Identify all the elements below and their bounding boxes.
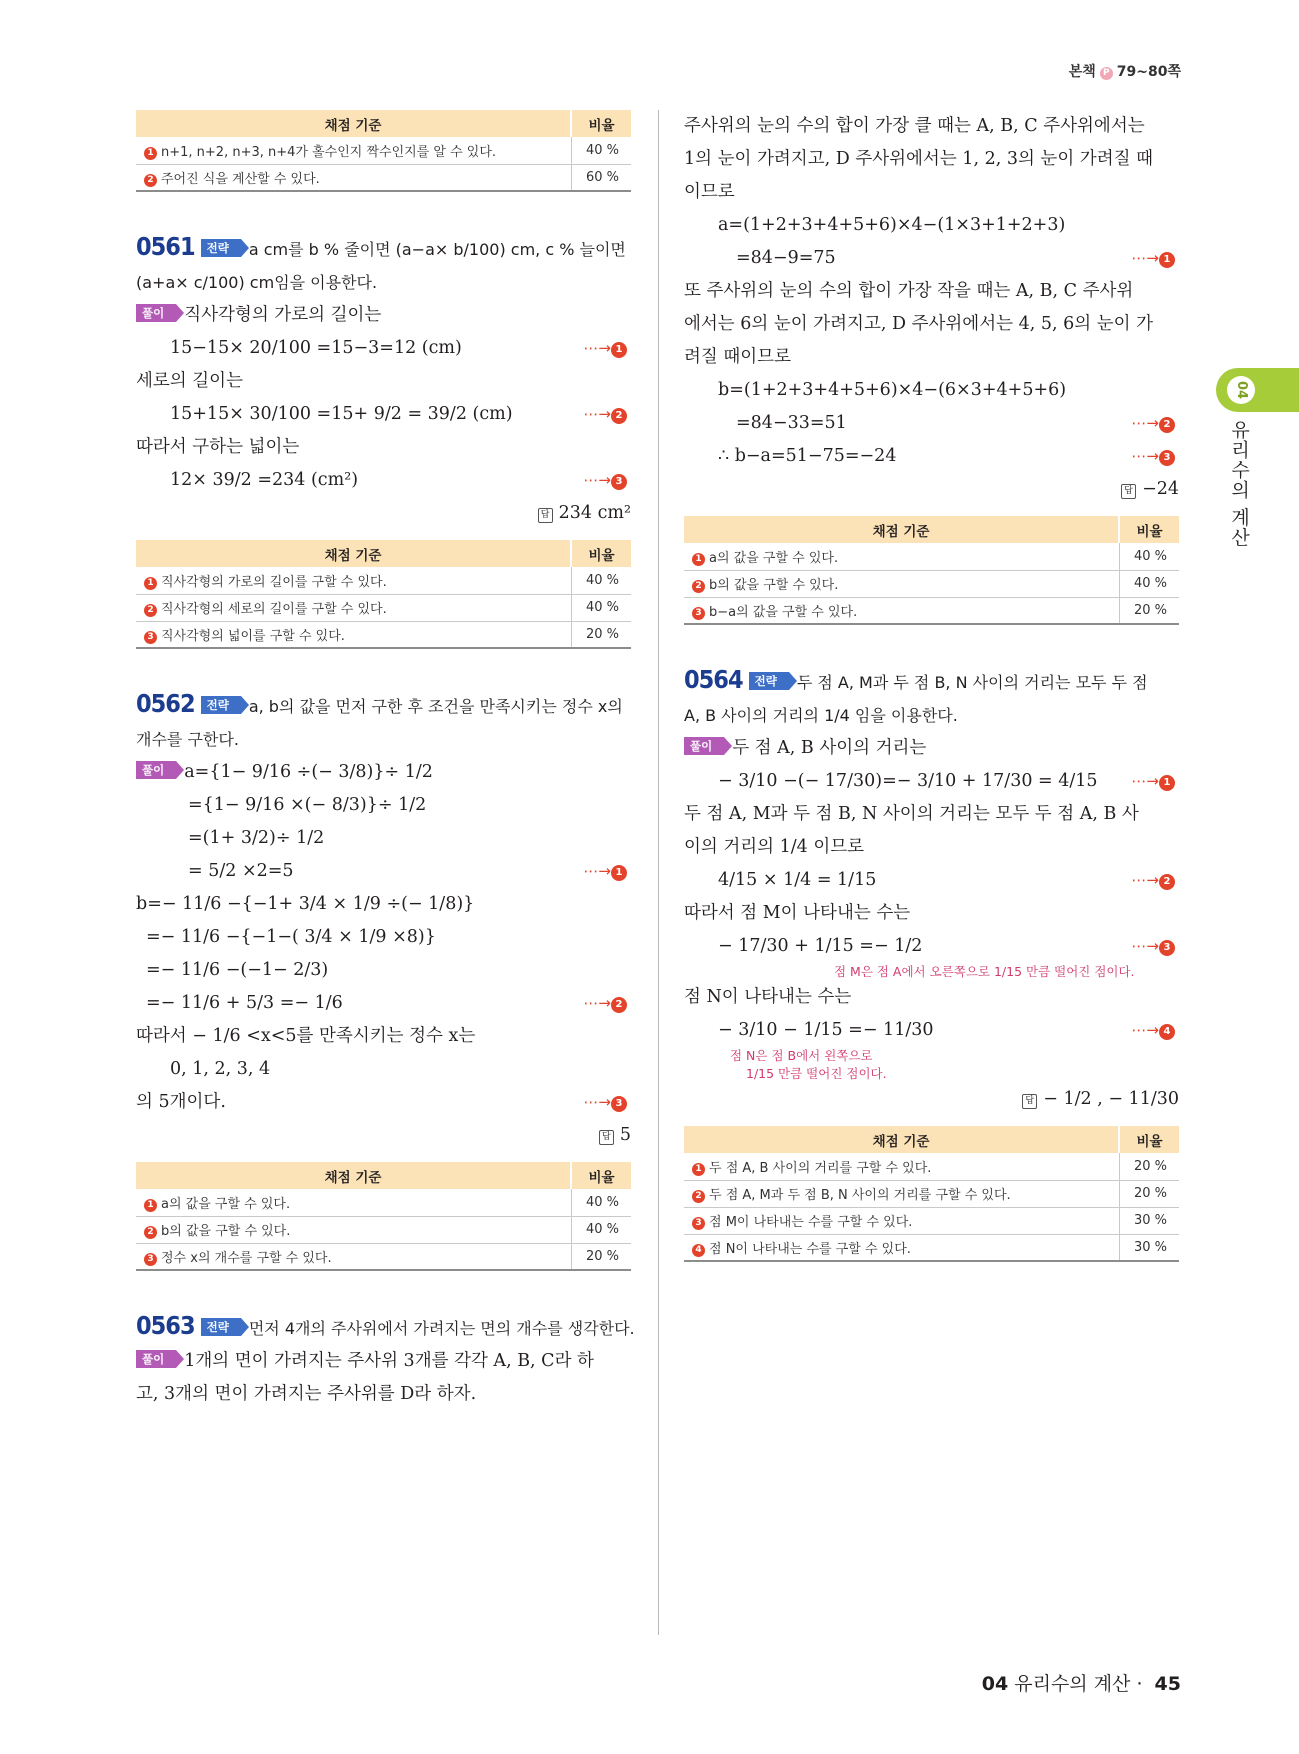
problem-0562	[136, 687, 631, 1152]
rate-header: 비율	[1119, 516, 1179, 543]
problem-number: 0562	[136, 689, 195, 718]
equation: =− 11/6 −(−1− 2/3)	[146, 960, 329, 980]
rate-cell: 30 %	[1119, 1234, 1179, 1261]
solution-badge: 풀이	[136, 304, 176, 322]
equation: a=(1+2+3+4+5+6)×4−(1×3+1+2+3)	[718, 215, 1066, 235]
strategy-text: a cm를 b % 줄이면 (a−a× b/100) cm, c % 늘이면	[248, 240, 626, 259]
equation: 0, 1, 2, 3, 4	[170, 1059, 271, 1079]
page-footer	[982, 1669, 1181, 1696]
step-marker: ⋯→ 2	[1131, 407, 1179, 440]
criteria-number-icon: 2	[692, 580, 705, 593]
table-row	[684, 1234, 1179, 1261]
rate-cell: 20 %	[571, 621, 631, 648]
criteria-text: 직사각형의 가로의 길이를 구할 수 있다.	[161, 574, 387, 590]
page-header	[1069, 61, 1181, 81]
problem-number: 0561	[136, 232, 195, 261]
table-row	[136, 1243, 631, 1270]
criteria-number-icon: 3	[144, 631, 157, 644]
step-number-icon: 2	[1159, 417, 1175, 433]
answer-line	[684, 1083, 1179, 1116]
solution-text: 따라서 구하는 넓이는	[136, 437, 300, 457]
criteria-header: 채점 기준	[136, 110, 571, 137]
table-row	[136, 164, 631, 191]
strategy-badge: 전략	[749, 672, 789, 690]
footer-chapter-title: 유리수의 계산	[1014, 1673, 1131, 1695]
problem-0563	[136, 1309, 635, 1411]
solution-badge: 풀이	[136, 761, 176, 779]
grading-table-0563	[684, 516, 1179, 625]
equation: − 17/30 + 1/15 =− 1/2	[718, 936, 923, 956]
strategy-text: 먼저 4개의 주사위에서 가려지는 면의 개수를 생각한다.	[248, 1319, 635, 1338]
step-number-icon: 2	[611, 997, 627, 1013]
table-row	[136, 137, 631, 164]
strategy-badge: 전략	[201, 239, 241, 257]
criteria-header: 채점 기준	[684, 516, 1119, 543]
chapter-number-badge: 04	[1227, 376, 1255, 404]
criteria-number-icon: 2	[144, 174, 157, 187]
rate-cell: 40 %	[571, 137, 631, 164]
step-number-icon: 3	[1159, 450, 1175, 466]
solution-text: 따라서 점 M이 나타내는 수는	[684, 903, 911, 923]
chapter-side-tab[interactable]	[1216, 368, 1299, 412]
strategy-text: (a+a× c/100) cm임을 이용한다.	[136, 273, 378, 292]
answer-icon: 답	[1121, 484, 1136, 499]
step-marker: ⋯→ 3	[583, 464, 631, 497]
criteria-text: b−a의 값을 구할 수 있다.	[709, 604, 858, 620]
equation: 4/15 × 1/4 = 1/15	[718, 870, 877, 890]
header-pages: 79~80쪽	[1116, 64, 1181, 80]
equation: =84−9=75	[736, 248, 836, 268]
equation: =(1+ 3/2)÷ 1/2	[188, 828, 325, 848]
step-marker: ⋯→ 1	[1131, 242, 1179, 275]
table-row	[136, 1189, 631, 1216]
solution-text: 두 점 A, B 사이의 거리는	[732, 738, 927, 758]
footer-chapter-number: 04	[981, 1673, 1009, 1695]
rate-header: 비율	[571, 1162, 631, 1189]
strategy-text: 개수를 구한다.	[136, 730, 239, 749]
criteria-number-icon: 3	[692, 607, 705, 620]
step-number-icon: 1	[1159, 252, 1175, 268]
criteria-header: 채점 기준	[684, 1126, 1119, 1153]
answer-line	[684, 473, 1179, 506]
criteria-text: b의 값을 구할 수 있다.	[161, 1224, 291, 1239]
solution-text: 1개의 면이 가려지는 주사위 3개를 각각 A, B, C라 하	[184, 1351, 594, 1371]
solution-text: 주사위의 눈의 수의 합이 가장 클 때는 A, B, C 주사위에서는	[684, 116, 1145, 136]
problem-0561	[136, 230, 631, 530]
rate-header: 비율	[571, 540, 631, 567]
solution-text: 의 5개이다.	[136, 1092, 226, 1112]
equation: ∴ b−a=51−75=−24	[718, 446, 897, 466]
solution-text: 세로의 길이는	[136, 371, 243, 391]
criteria-text: a의 값을 구할 수 있다.	[709, 550, 839, 566]
grading-table-0561	[136, 540, 631, 649]
annotation-note: 1/15 만큼 떨어진 점이다.	[746, 1066, 887, 1081]
criteria-number-icon: 4	[692, 1244, 705, 1257]
answer-value: 5	[619, 1125, 631, 1145]
rate-header: 비율	[1119, 1126, 1179, 1153]
solution-badge: 풀이	[136, 1350, 176, 1368]
answer-icon: 답	[599, 1130, 614, 1145]
step-marker: ⋯→ 4	[1131, 1014, 1179, 1047]
criteria-text: a의 값을 구할 수 있다.	[161, 1196, 291, 1212]
equation: ={1− 9/16 ×(− 8/3)}÷ 1/2	[188, 795, 427, 815]
step-marker: ⋯→ 2	[583, 398, 631, 431]
answer-line	[136, 1119, 631, 1152]
problem-number: 0563	[136, 1311, 195, 1340]
criteria-text: 두 점 A, M과 두 점 B, N 사이의 거리를 구할 수 있다.	[709, 1188, 1011, 1203]
step-marker: ⋯→ 3	[583, 1086, 631, 1119]
criteria-text: 점 N이 나타내는 수를 구할 수 있다.	[709, 1241, 911, 1257]
grading-table-0560	[136, 110, 631, 192]
problem-number: 0564	[684, 665, 743, 694]
step-number-icon: 3	[611, 474, 627, 490]
answer-icon: 답	[1022, 1094, 1037, 1109]
equation: =− 11/6 −{−1−( 3/4 × 1/9 ×8)}	[146, 927, 436, 947]
table-row	[684, 1153, 1179, 1180]
equation: b=(1+2+3+4+5+6)×4−(6×3+4+5+6)	[718, 380, 1067, 400]
step-marker: ⋯→ 3	[1131, 930, 1179, 963]
strategy-badge: 전략	[201, 696, 241, 714]
equation: − 3/10 −(− 17/30)=− 3/10 + 17/30 = 4/15	[718, 771, 1098, 791]
equation: b=− 11/6 −{−1+ 3/4 × 1/9 ÷(− 1/8)}	[136, 894, 475, 914]
chapter-side-title: 유리수의 계산	[1228, 420, 1250, 548]
equation: =− 11/6 + 5/3 =− 1/6	[146, 993, 343, 1013]
step-number-icon: 3	[1159, 940, 1175, 956]
math-line	[136, 398, 631, 431]
problem-0564	[684, 663, 1179, 1116]
rate-header: 비율	[571, 110, 631, 137]
step-marker: ⋯→ 1	[1131, 765, 1179, 798]
criteria-number-icon: 1	[692, 553, 705, 566]
math-line	[136, 332, 631, 365]
answer-line	[136, 497, 631, 530]
rate-cell: 40 %	[1119, 570, 1179, 597]
math-line	[136, 464, 631, 497]
equation: 15+15× 30/100 =15+ 9/2 = 39/2 (cm)	[170, 404, 513, 424]
criteria-header: 채점 기준	[136, 540, 571, 567]
strategy-badge: 전략	[201, 1318, 241, 1336]
answer-icon: 답	[538, 508, 553, 523]
step-number-icon: 1	[1159, 775, 1175, 791]
strategy-line	[136, 230, 631, 266]
criteria-number-icon: 1	[144, 577, 157, 590]
criteria-number-icon: 3	[144, 1253, 157, 1266]
rate-cell: 40 %	[1119, 543, 1179, 570]
rate-cell: 30 %	[1119, 1207, 1179, 1234]
rate-cell: 40 %	[571, 594, 631, 621]
table-row	[684, 1180, 1179, 1207]
solution-text: 점 N이 나타내는 수는	[684, 987, 852, 1007]
criteria-number-icon: 2	[144, 1226, 157, 1239]
criteria-header: 채점 기준	[136, 1162, 571, 1189]
page-number: 45	[1154, 1673, 1181, 1695]
rate-cell: 20 %	[1119, 1153, 1179, 1180]
table-row	[684, 597, 1179, 624]
annotation-note: 점 M은 점 A에서 오른쪽으로 1/15 만큼 떨어진 점이다.	[834, 964, 1135, 979]
solution-badge: 풀이	[684, 737, 724, 755]
table-row	[684, 543, 1179, 570]
solution-text: 고, 3개의 면이 가려지는 주사위를 D라 하자.	[136, 1384, 477, 1404]
problem-0563-continued	[684, 110, 1179, 506]
criteria-text: 주어진 식을 계산할 수 있다.	[161, 171, 320, 187]
equation: a={1− 9/16 ÷(− 3/8)}÷ 1/2	[184, 762, 433, 782]
table-row	[136, 621, 631, 648]
step-marker: ⋯→ 2	[583, 987, 631, 1020]
answer-value: 234 cm²	[558, 503, 631, 523]
strategy-text: a, b의 값을 먼저 구한 후 조건을 만족시키는 정수 x의	[248, 697, 623, 716]
book-marker-icon: P	[1100, 67, 1113, 80]
equation: 15−15× 20/100 =15−3=12 (cm)	[170, 338, 462, 358]
grading-table-0562	[136, 1162, 631, 1271]
rate-cell: 20 %	[1119, 1180, 1179, 1207]
solution-text: 이므로	[684, 182, 735, 202]
solution-text: 려질 때이므로	[684, 347, 791, 367]
step-marker: ⋯→ 1	[583, 332, 631, 365]
criteria-number-icon: 2	[144, 604, 157, 617]
equation: = 5/2 ×2=5	[188, 861, 294, 881]
step-number-icon: 1	[611, 342, 627, 358]
criteria-number-icon: 1	[692, 1163, 705, 1176]
rate-cell: 20 %	[571, 1243, 631, 1270]
criteria-number-icon: 1	[144, 147, 157, 160]
criteria-text: 직사각형의 넓이를 구할 수 있다.	[161, 628, 345, 644]
equation: − 3/10 − 1/15 =− 11/30	[718, 1020, 934, 1040]
table-row	[684, 1207, 1179, 1234]
solution-text: 이의 거리의 1/4 이므로	[684, 837, 865, 857]
solution-text: 따라서 − 1/6 <x<5를 만족시키는 정수 x는	[136, 1026, 476, 1046]
rate-cell: 20 %	[1119, 597, 1179, 624]
right-column	[684, 110, 1179, 1262]
table-row	[136, 594, 631, 621]
annotation-note: 점 N은 점 B에서 왼쪽으로	[730, 1048, 873, 1063]
criteria-number-icon: 2	[692, 1190, 705, 1203]
table-row	[684, 570, 1179, 597]
criteria-text: 점 M이 나타내는 수를 구할 수 있다.	[709, 1215, 913, 1230]
step-marker: ⋯→ 2	[1131, 864, 1179, 897]
solution-text: 또 주사위의 눈의 수의 합이 가장 작을 때는 A, B, C 주사위	[684, 281, 1134, 301]
step-number-icon: 3	[611, 1096, 627, 1112]
header-label: 본책	[1068, 64, 1096, 80]
equation: 12× 39/2 =234 (cm²)	[170, 470, 359, 490]
rate-cell: 40 %	[571, 1189, 631, 1216]
criteria-text: b의 값을 구할 수 있다.	[709, 578, 839, 593]
answer-value: −24	[1142, 479, 1179, 499]
step-number-icon: 2	[1159, 874, 1175, 890]
step-marker: ⋯→ 1	[583, 855, 631, 888]
table-row	[136, 1216, 631, 1243]
left-column	[136, 110, 635, 1411]
grading-table-0564	[684, 1126, 1179, 1262]
equation: =84−33=51	[736, 413, 847, 433]
strategy-text: A, B 사이의 거리의 1/4 임을 이용한다.	[684, 706, 958, 725]
solution-text: 1의 눈이 가려지고, D 주사위에서는 1, 2, 3의 눈이 가려질 때	[684, 149, 1153, 169]
criteria-text: 직사각형의 세로의 길이를 구할 수 있다.	[161, 602, 387, 617]
step-marker: ⋯→ 3	[1131, 440, 1179, 473]
column-divider	[658, 110, 659, 1635]
step-number-icon: 1	[611, 865, 627, 881]
solution-text: 에서는 6의 눈이 가려지고, D 주사위에서는 4, 5, 6의 눈이 가	[684, 314, 1153, 334]
criteria-number-icon: 1	[144, 1199, 157, 1212]
rate-cell: 60 %	[571, 164, 631, 191]
table-row	[136, 567, 631, 594]
criteria-text: 두 점 A, B 사이의 거리를 구할 수 있다.	[709, 1160, 932, 1176]
solution-text: 두 점 A, M과 두 점 B, N 사이의 거리는 모두 두 점 A, B 사	[684, 804, 1139, 824]
rate-cell: 40 %	[571, 567, 631, 594]
strategy-text: 두 점 A, M과 두 점 B, N 사이의 거리는 모두 두 점	[796, 673, 1148, 692]
criteria-text: n+1, n+2, n+3, n+4가 홀수인지 짝수인지를 알 수 있다.	[161, 144, 497, 160]
footer-separator: ·	[1136, 1673, 1143, 1695]
solution-text: 직사각형의 가로의 길이는	[184, 305, 382, 325]
rate-cell: 40 %	[571, 1216, 631, 1243]
step-number-icon: 4	[1159, 1024, 1175, 1040]
answer-value: − 1/2 , − 11/30	[1043, 1089, 1179, 1109]
criteria-number-icon: 3	[692, 1217, 705, 1230]
step-number-icon: 2	[611, 408, 627, 424]
criteria-text: 정수 x의 개수를 구할 수 있다.	[161, 1250, 332, 1266]
